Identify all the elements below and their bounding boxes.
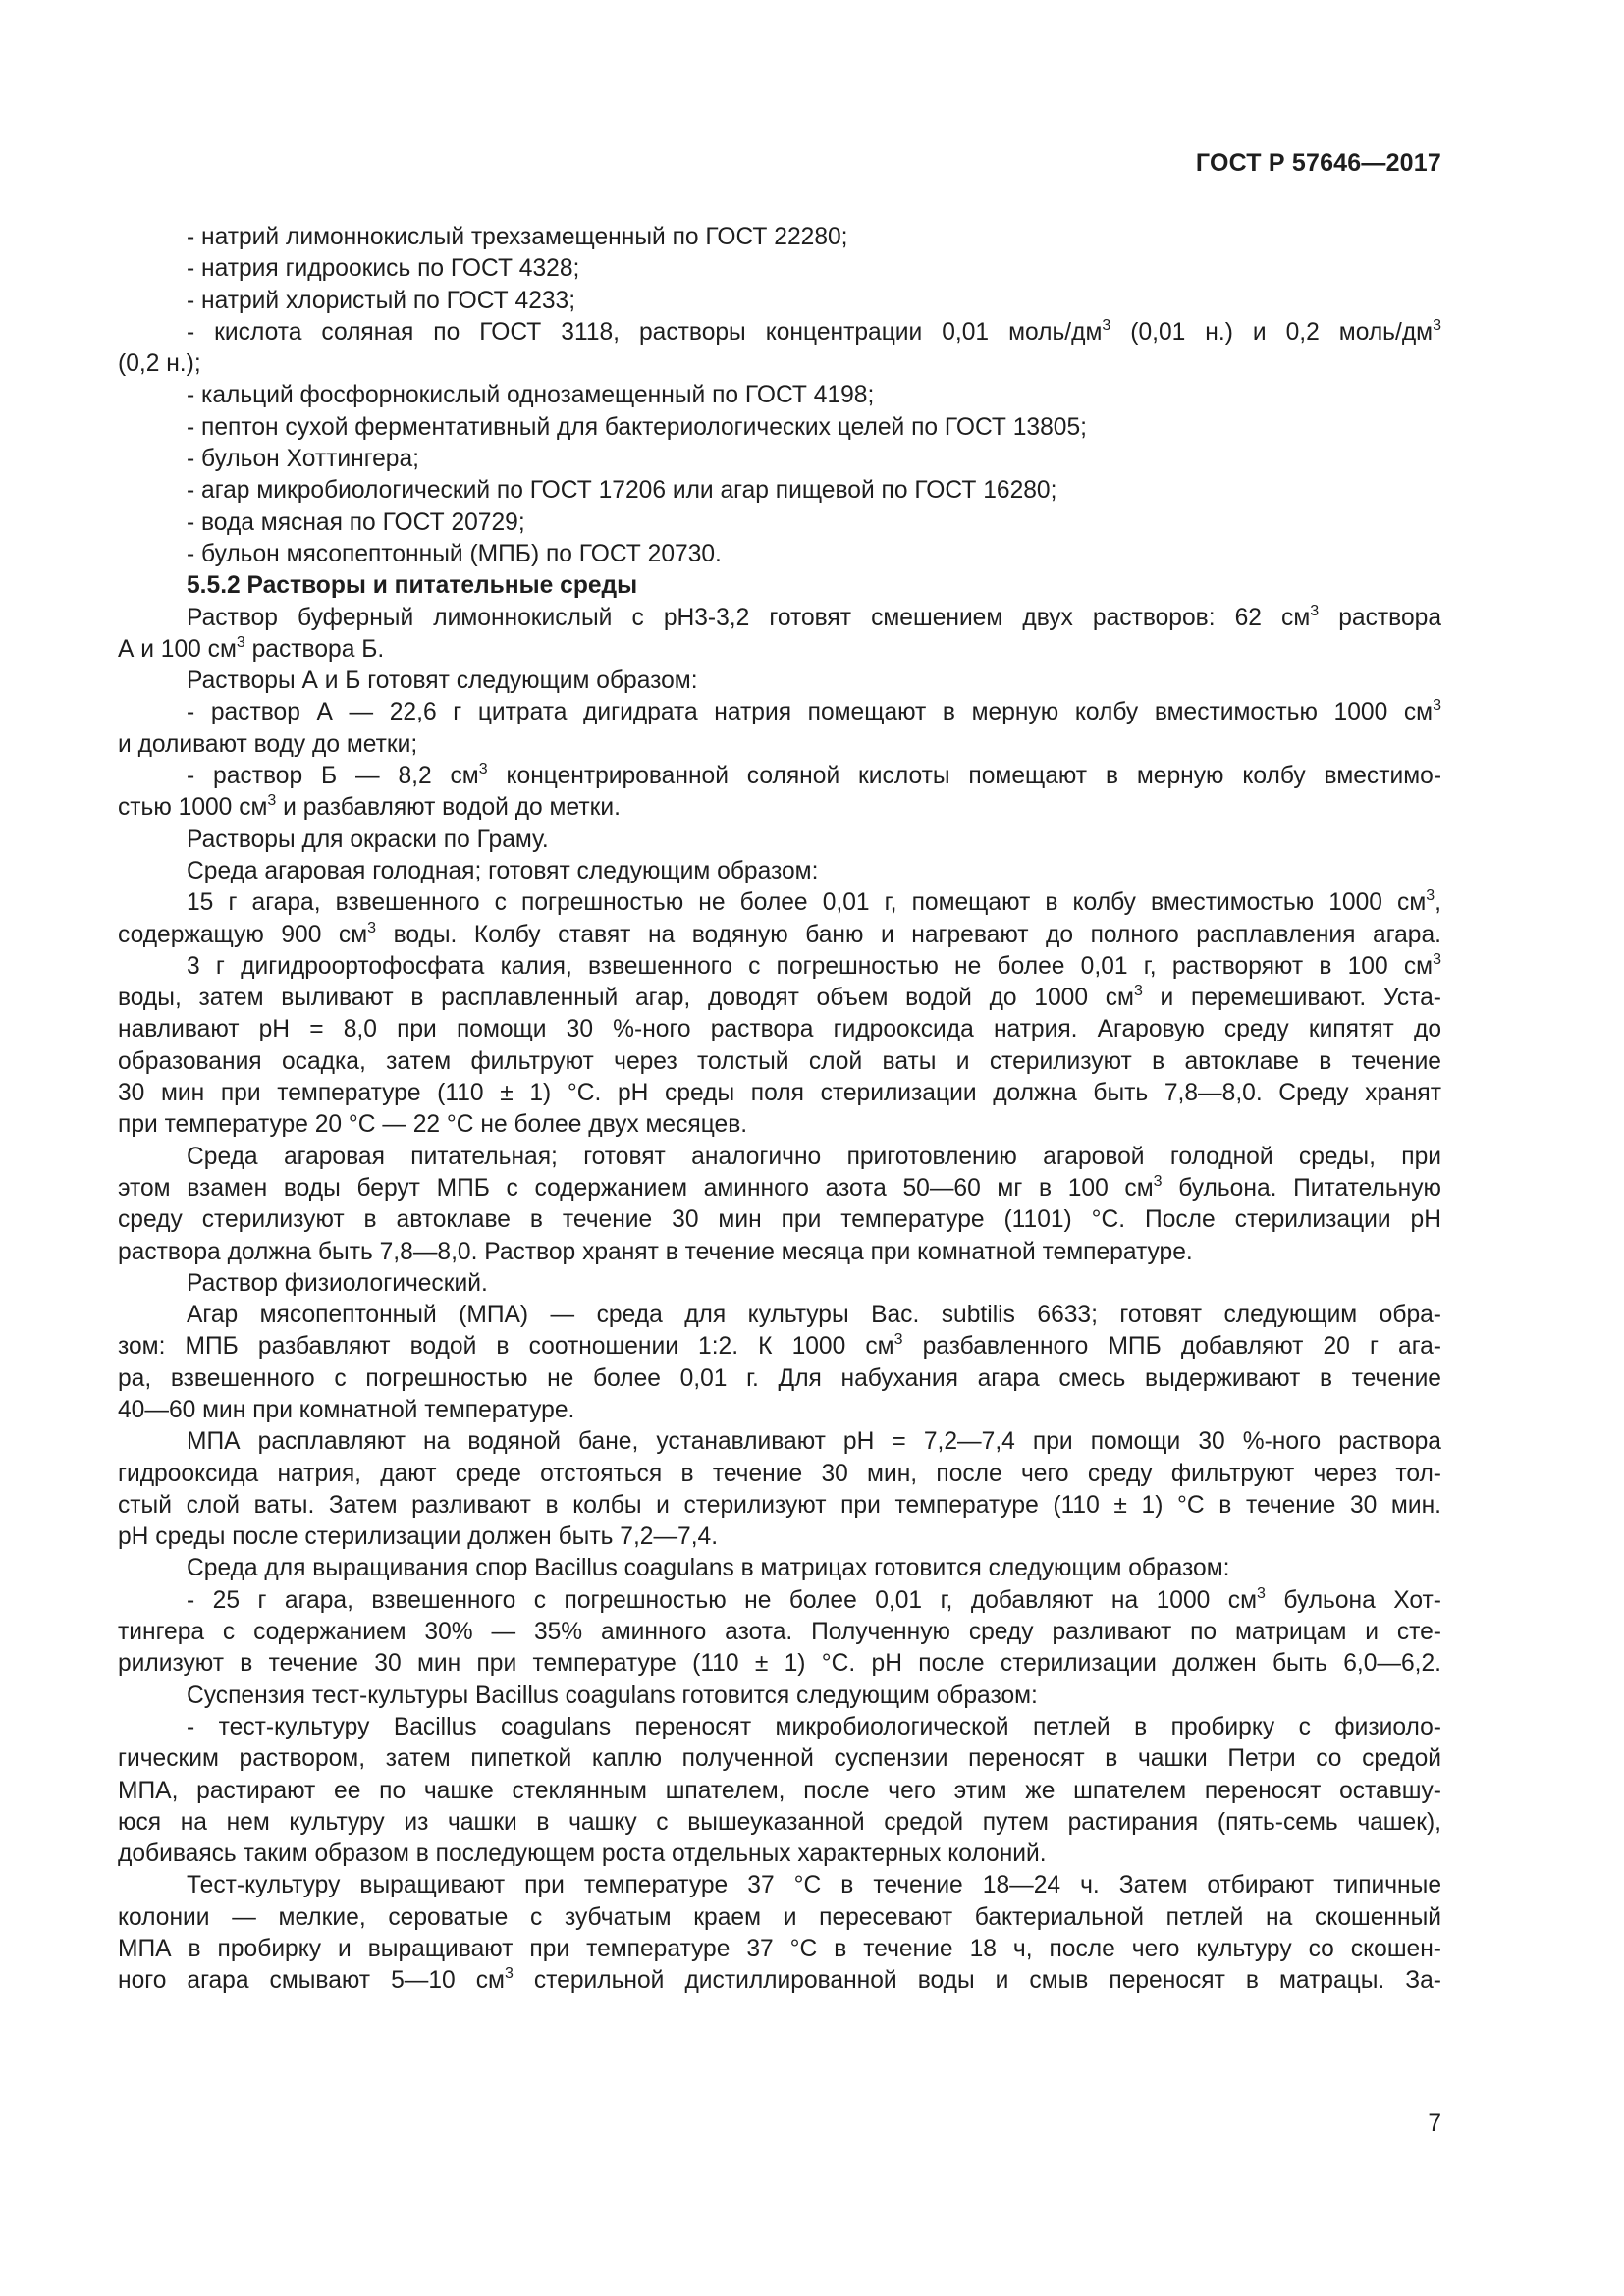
text-line: Среда для выращивания спор Bacillus coagulans в матрицах готовится следующим образом: (187, 1555, 1230, 1582)
text-line: содержащую 900 $см^3$ воды. Колбу ставят на водяную баню и нагревают до полного расплавления агара. (118, 919, 1441, 948)
text-line: - 25 г агара, взвешенного с погрешностью не более 0,01 г, добавляют на 1000 $см^3$ бульона Хот- (187, 1584, 1441, 1614)
text-line: этом взамен воды берут МПБ с содержанием аминного азота 50—60 мг в 100 $см^3$ бульона. Питательную (118, 1172, 1441, 1201)
text-line: - натрий хлористый по ГОСТ 4233; (187, 287, 576, 314)
text-line: - пептон сухой ферментативный для бактериологических целей по ГОСТ 13805; (187, 413, 1087, 441)
text-line: Агар мясопептонный (МПА) — среда для культуры Bac. subtilis 6633; готовят следующим обра- (187, 1302, 1441, 1329)
text-line: и доливают воду до метки; (118, 730, 418, 758)
text-line: Среда агаровая питательная; готовят аналогично приготовлению агаровой голодной среды, при (187, 1143, 1441, 1170)
text-line: тингера с содержанием 30% — 35% аминного азота. Полученную среду разливают по матрицам и сте- (118, 1619, 1441, 1646)
text-line: - тест-культуру Bacillus coagulans переносят микробиологической петлей в пробирку с физиоло- (187, 1713, 1441, 1740)
text-line: при температуре 20 °С — 22 °С не более двух месяцев. (118, 1111, 748, 1139)
page-number: 7 (1428, 2110, 1441, 2137)
text-line: ра, взвешенного с погрешностью не более 0,01 г. Для набухания агара смесь выдерживают в течение (118, 1364, 1441, 1392)
text-line: зом: МПБ разбавляют водой в соотношении 1:2. К 1000 $см^3$ разбавленного МПБ добавляют 20 г ага- (118, 1331, 1441, 1361)
text-line: - агар микробиологический по ГОСТ 17206 или агар пищевой по ГОСТ 16280; (187, 477, 1057, 505)
text-line: 15 г агара, взвешенного с погрешностью не более 0,01 г, помещают в колбу вместимостью 1000 $см^3$, (187, 887, 1441, 917)
text-line: рилизуют в течение 30 мин при температуре (110 ± 1) °С. рН после стерилизации должен быть 6,0—6,2. (118, 1650, 1441, 1678)
text-line: - раствор Б — 8,2 $см^3$ концентрированной соляной кислоты помещают в мерную колбу вместимо- (187, 761, 1441, 790)
text-line: навливают рН = 8,0 при помощи 30 %-ного раствора гидрооксида натрия. Агаровую среду кипятят до (118, 1016, 1441, 1043)
text-line: колонии — мелкие, сероватые с зубчатым краем и пересевают бактериальной петлей на скошенный (118, 1903, 1441, 1931)
text-line: Растворы для окраски по Граму. (187, 826, 549, 853)
text-line: Среда агаровая голодная; готовят следующим образом: (187, 857, 819, 884)
text-line: юся на нем культуру из чашки в чашку с вышеуказанной средой путем растирания (пять-семь чашек), (118, 1808, 1441, 1836)
text-line: гидрооксида натрия, дают среде отстояться в течение 30 мин, после чего среду фильтруют через тол- (118, 1460, 1441, 1487)
text-line: образования осадка, затем фильтруют через толстый слой ваты и стерилизуют в автоклаве в течение (118, 1047, 1441, 1075)
text-line: А и 100 $см^3$ раствора Б. (118, 633, 385, 663)
text-line: стый слой ваты. Затем разливают в колбы и стерилизуют при температуре (110 ± 1) °С в течение 30 мин. (118, 1491, 1441, 1519)
text-line: - раствор А — 22,6 г цитрата дигидрата натрия помещают в мерную колбу вместимостью 1000 $см^3$ (187, 697, 1441, 726)
text-line: Суспензия тест-культуры Bacillus coagulans готовится следующим образом: (187, 1682, 1038, 1709)
text-line: 30 мин при температуре (110 ± 1) °С. рН среды поля стерилизации должна быть 7,8—8,0. Среду хранят (118, 1080, 1441, 1107)
text-line: воды, затем выливают в расплавленный агар, доводят объем водой до 1000 $см^3$ и перемешивают. Уста- (118, 983, 1441, 1012)
document-code-header: ГОСТ Р 57646—2017 (1195, 149, 1441, 177)
text-line: (0,2 н.); (118, 350, 201, 378)
text-line: раствора должна быть 7,8—8,0. Раствор хранят в течение месяца при комнатной температуре. (118, 1238, 1193, 1265)
text-line: Раствор буферный лимоннокислый с рН3-3,2 готовят смешением двух растворов: 62 $см^3$ раствора (187, 602, 1441, 631)
text-line: - натрий лимоннокислый трехзамещенный по ГОСТ 22280; (187, 224, 848, 250)
text-line: - бульон мясопептонный (МПБ) по ГОСТ 20730. (187, 540, 722, 567)
text-line: добиваясь таким образом в последующем роста отдельных характерных колоний. (118, 1841, 1047, 1868)
text-line: среду стерилизуют в автоклаве в течение 30 мин при температуре (1101) °С. После стерилизации рН (118, 1206, 1441, 1234)
text-line: гическим раствором, затем пипеткой каплю полученной суспензии переносят в чашки Петри со средой (118, 1745, 1441, 1773)
text-line: рН среды после стерилизации должен быть 7,2—7,4. (118, 1523, 719, 1551)
text-line: 3 г дигидроортофосфата калия, взвешенного с погрешностью не более 0,01 г, растворяют в 100 $см^3$ (187, 950, 1441, 980)
text-line: - вода мясная по ГОСТ 20729; (187, 508, 525, 536)
text-line: МПА в пробирку и выращивают при температуре 37 °С в течение 18 ч, после чего культуру со скошен- (118, 1936, 1441, 1963)
text-line: - кальций фосфорнокислый однозамещенный по ГОСТ 4198; (187, 382, 875, 409)
text-line: 40—60 мин при комнатной температуре. (118, 1396, 575, 1423)
section-heading: 5.5.2 Растворы и питательные среды (187, 572, 638, 600)
text-line: Растворы А и Б готовят следующим образом: (187, 667, 698, 695)
text-line: стью 1000 $см^3$ и разбавляют водой до метки. (118, 792, 621, 822)
text-line: Тест-культуру выращивают при температуре 37 °С в течение 18—24 ч. Затем отбирают типичные (187, 1872, 1441, 1899)
text-line: ного агара смывают 5—10 $см^3$ стерильной дистиллированной воды и смыв переносят в матрацы. За- (118, 1965, 1441, 1995)
text-line: - кислота соляная по ГОСТ 3118, растворы концентрации 0,01 моль/$дм^3$ (0,01 н.) и 0,2 моль/$дм^3$ (187, 316, 1441, 346)
text-line: Раствор физиологический. (187, 1269, 488, 1297)
text-line: МПА расплавляют на водяной бане, устанавливают рН = 7,2—7,4 при помощи 30 %-ного раствора (187, 1428, 1441, 1456)
text-line: МПА, растирают ее по чашке стеклянным шпателем, после чего этим же шпателем переносят оставшу- (118, 1777, 1441, 1804)
text-line: - натрия гидроокись по ГОСТ 4328; (187, 255, 580, 283)
document-body (118, 222, 1441, 1998)
text-line: - бульон Хоттингера; (187, 446, 419, 473)
